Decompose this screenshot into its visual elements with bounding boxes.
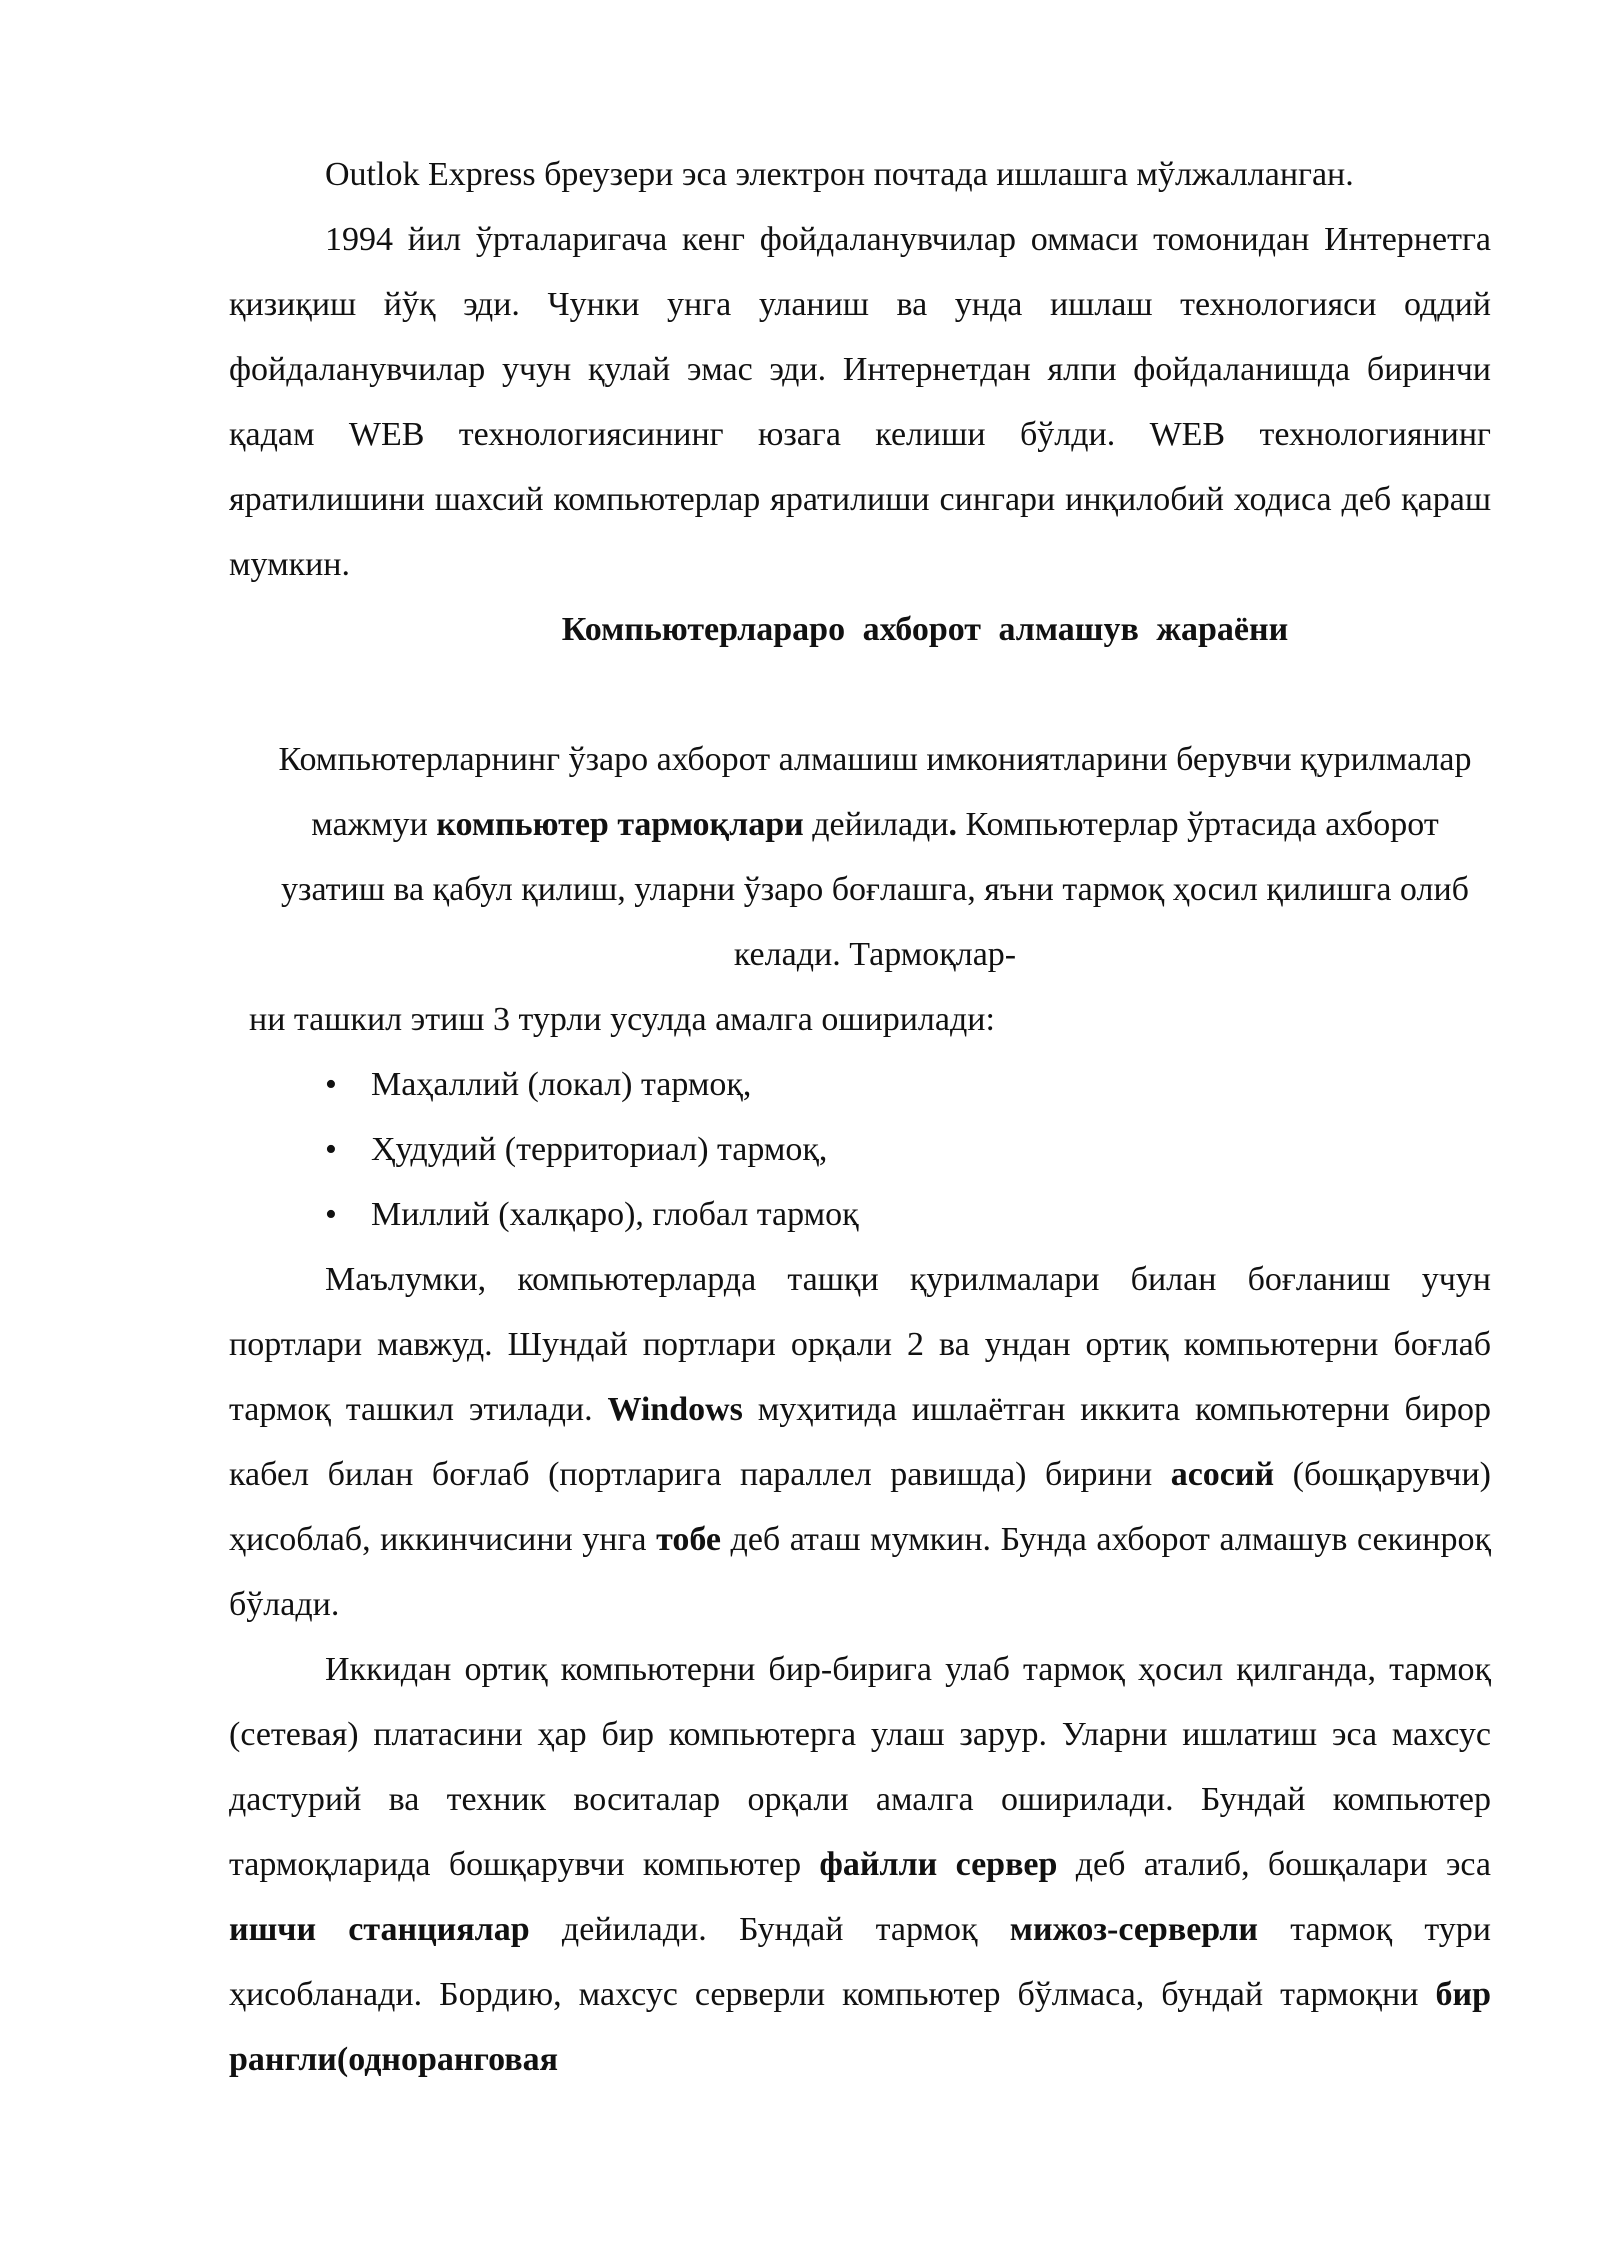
list-item: • Миллий (халқаро), глобал тармоқ [325, 1182, 1491, 1247]
text-run: дейилади. Бундай тармоқ [529, 1911, 1010, 1948]
text-run: дейилади [803, 806, 949, 843]
text-run: деб аталиб, бошқалари эса [1057, 1846, 1492, 1883]
bold-term-client-server: мижоз-серверли [1009, 1911, 1259, 1948]
text-run: муҳитида ишлаётган иккита компьютерни бирор кабел билан боғлаб (портларига параллел равишда) бирини [229, 1391, 1491, 1493]
paragraph-network-definition [229, 727, 1491, 987]
list-item: • Маҳаллий (локал) тармоқ, [325, 1052, 1491, 1117]
list-item: • Ҳудудий (территориал) тармоқ, [325, 1117, 1491, 1182]
bold-term-main: асосий [1170, 1456, 1275, 1493]
document-body [229, 142, 1491, 2092]
paragraph-outlook: Outlok Express бреузери эса электрон почтада ишлашга мўлжалланган. [325, 156, 1354, 193]
text-run: (бошқарувчи) ҳисоблаб, иккинчисини унга [229, 1456, 1492, 1558]
paragraph-ports [229, 1247, 1491, 1637]
paragraph-network-types-lead: ни ташкил этиш 3 турли усулда амалга оширилади: [249, 1001, 995, 1038]
spacer [229, 662, 1491, 727]
paragraph-internet-history: 1994 йил ўрталаригача кенг фойдаланувчилар оммаси томонидан Интернетга қизиқиш йўқ эди. Чунки унга уланиш ва унда ишлаш технологияси оддий фойдаланувчилар учун қулай эмас эди. Интернетдан ялпи фойдаланишда биринчи қадам WEB технологиясининг юзага келиши бўлди. WEB технологиянинг яратилишини шахсий компьютерлар яратилиши сингари инқилобий ходиса деб қараш мумкин. [229, 221, 1491, 583]
bold-term-workstations: ишчи станциялар [229, 1911, 530, 1948]
bold-term-peer-to-peer: бир рангли(одноранговая [229, 1976, 1491, 2078]
bold-term-dependent: тобе [656, 1521, 721, 1558]
network-types-list [229, 1052, 1491, 1247]
text-run: тармоқ тури ҳисобланади. Бордию, махсус серверли компьютер бўлмаса, бундай тармоқни [229, 1911, 1491, 2013]
bold-term-file-server: файлли сервер [819, 1846, 1058, 1883]
bold-term-computer-networks: компьютер тармоқлари [436, 806, 804, 843]
bold-period: . [948, 806, 958, 843]
text-run: деб аташ мумкин. Бунда ахборот алмашув секинроқ бўлади. [229, 1521, 1491, 1623]
text-run: Маълумки, компьютерларда ташқи қурилмалари билан боғланиш учун портлари мавжуд. Шундай портлари орқали 2 ва ундан ортиқ компьютерни боғлаб тармоқ ташкил этилади. [229, 1261, 1491, 1428]
bold-term-windows: Windows [607, 1391, 743, 1428]
text-run: Компьютерлар ўртасида ахборот узатиш ва қабул қилиш, уларни ўзаро боғлашга, яъни тармоқ ҳосил қилишга олиб келади. Тармоқлар- [281, 806, 1469, 973]
paragraph-network-cards [229, 1637, 1491, 2092]
text-run: Компьютерларнинг ўзаро ахборот алмашиш имкониятларини берувчи қурилмалар мажмуи [278, 741, 1472, 843]
section-heading: Компьютерлараро ахборот алмашув жараёни [561, 611, 1289, 648]
text-run: Иккидан ортиқ компьютерни бир-бирига улаб тармоқ ҳосил қилганда, тармоқ (сетевая) платасини ҳар бир компьютерга улаш зарур. Уларни ишлатиш эса махсус дастурий ва техник воситалар орқали амалга оширилади. Бундай компьютер тармоқларида бошқарувчи компьютер [229, 1651, 1491, 1883]
